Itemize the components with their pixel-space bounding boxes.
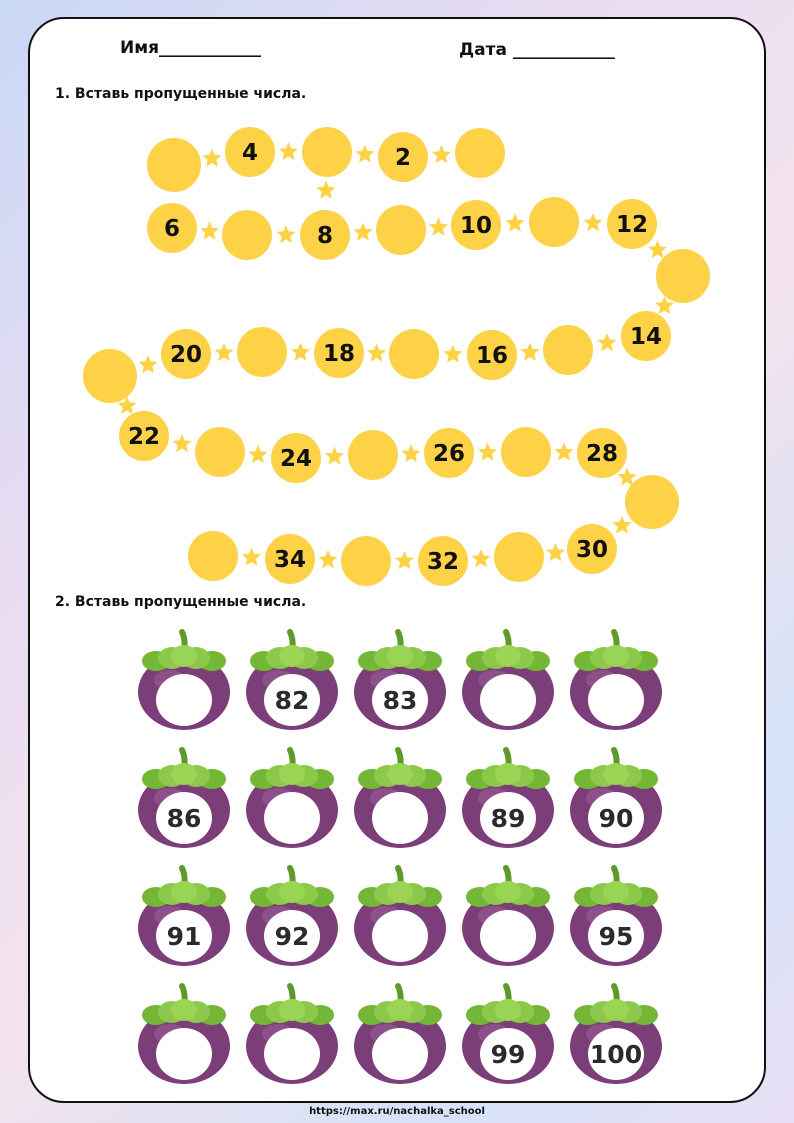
mangosteen-icon xyxy=(136,864,232,968)
mangosteen-icon[interactable] xyxy=(352,864,448,968)
fruit-number[interactable] xyxy=(156,674,212,726)
path-star-icon xyxy=(354,223,373,241)
empty-circle[interactable] xyxy=(195,427,245,477)
empty-circle[interactable] xyxy=(302,127,352,177)
circle-number: 34 xyxy=(273,547,307,573)
empty-circle[interactable] xyxy=(341,536,391,586)
mangosteen-icon xyxy=(352,628,448,732)
path-star-icon xyxy=(200,222,219,240)
circle-number: 2 xyxy=(394,145,412,171)
empty-circle[interactable] xyxy=(455,128,505,178)
footer-url: https://max.ru/nachalka_school xyxy=(309,1106,485,1117)
mangosteen-icon xyxy=(460,746,556,850)
fruit-number: 95 xyxy=(598,921,634,951)
circle-number: 10 xyxy=(459,213,493,239)
path-star-icon xyxy=(279,142,298,160)
path-star-icon xyxy=(555,443,574,461)
empty-circle[interactable] xyxy=(543,325,593,375)
mangosteen-icon[interactable] xyxy=(460,864,556,968)
path-star-icon xyxy=(598,333,617,351)
fruit-number: 100 xyxy=(589,1039,643,1069)
path-star-icon xyxy=(242,548,261,566)
path-star-icon xyxy=(356,145,375,163)
path-star-icon xyxy=(203,149,222,167)
empty-circle[interactable] xyxy=(501,427,551,477)
path-star-icon xyxy=(432,145,451,163)
path-star-icon xyxy=(319,550,338,568)
mangosteen-icon[interactable] xyxy=(568,628,664,732)
empty-circle[interactable] xyxy=(376,205,426,255)
circle-number: 24 xyxy=(279,446,313,472)
mangosteen-icon[interactable] xyxy=(244,982,340,1086)
path-star-icon xyxy=(584,213,603,231)
path-star-icon xyxy=(325,447,344,465)
mangosteen-icon xyxy=(568,982,664,1086)
path-star-icon xyxy=(291,343,310,361)
circle-number: 30 xyxy=(575,537,609,563)
circle-number: 26 xyxy=(432,441,466,467)
path-star-icon xyxy=(402,444,421,462)
path-star-icon xyxy=(546,543,565,561)
circle-number: 20 xyxy=(169,342,203,368)
mangosteen-icon[interactable] xyxy=(352,982,448,1086)
path-star-icon xyxy=(367,344,386,362)
circle-number: 16 xyxy=(475,343,509,369)
path-star-icon xyxy=(478,443,497,461)
empty-circle[interactable] xyxy=(237,327,287,377)
fruit-number[interactable] xyxy=(264,1028,320,1080)
circle-number: 22 xyxy=(127,424,161,450)
path-star-icon xyxy=(317,181,336,199)
mangosteen-icon[interactable] xyxy=(136,982,232,1086)
fruit-number: 86 xyxy=(166,803,202,833)
path-star-icon xyxy=(648,240,667,258)
path-star-icon xyxy=(277,225,296,243)
fruit-number[interactable] xyxy=(480,910,536,962)
circle-number: 4 xyxy=(241,140,259,166)
empty-circle[interactable] xyxy=(529,197,579,247)
path-star-icon xyxy=(613,516,632,534)
path-star-icon xyxy=(395,551,414,569)
path-star-icon xyxy=(521,343,540,361)
fruit-number[interactable] xyxy=(372,910,428,962)
circle-number: 6 xyxy=(163,216,181,242)
empty-circle[interactable] xyxy=(625,475,679,529)
empty-circle[interactable] xyxy=(83,349,137,403)
path-star-icon xyxy=(472,549,491,567)
empty-circle[interactable] xyxy=(147,138,201,192)
path-star-icon xyxy=(444,345,463,363)
mangosteen-icon xyxy=(244,864,340,968)
fruit-number[interactable] xyxy=(372,792,428,844)
fruit-number: 89 xyxy=(490,803,526,833)
mangosteen-icon xyxy=(244,628,340,732)
path-star-icon xyxy=(215,343,234,361)
circle-number: 28 xyxy=(585,441,619,467)
fruit-number[interactable] xyxy=(480,674,536,726)
empty-circle[interactable] xyxy=(222,210,272,260)
mangosteen-icon[interactable] xyxy=(244,746,340,850)
fruit-number: 82 xyxy=(274,685,310,715)
fruit-number: 91 xyxy=(166,921,202,951)
circle-number: 32 xyxy=(426,549,460,575)
date-label: Дата ____________ xyxy=(459,40,615,60)
empty-circle[interactable] xyxy=(656,249,710,303)
fruit-number[interactable] xyxy=(156,1028,212,1080)
path-star-icon xyxy=(506,214,525,232)
empty-circle[interactable] xyxy=(494,532,544,582)
mangosteen-icon xyxy=(136,746,232,850)
path-star-icon xyxy=(429,218,448,236)
empty-circle[interactable] xyxy=(188,531,238,581)
path-star-icon xyxy=(139,355,158,373)
name-label: Имя____________ xyxy=(120,38,262,58)
fruit-number: 92 xyxy=(274,921,310,951)
mangosteen-icon xyxy=(460,982,556,1086)
circle-number: 12 xyxy=(615,212,649,238)
path-star-icon xyxy=(249,445,268,463)
mangosteen-icon xyxy=(568,746,664,850)
mangosteen-icon[interactable] xyxy=(460,628,556,732)
fruit-number: 83 xyxy=(382,685,418,715)
mangosteen-icon xyxy=(568,864,664,968)
empty-circle[interactable] xyxy=(389,329,439,379)
mangosteen-icon[interactable] xyxy=(352,746,448,850)
fruit-number: 90 xyxy=(598,803,634,833)
mangosteen-icon[interactable] xyxy=(136,628,232,732)
circle-number: 14 xyxy=(629,324,663,350)
task2-title: 2. Вставь пропущенные числа. xyxy=(55,594,307,610)
fruit-number: 99 xyxy=(490,1039,526,1069)
fruit-number[interactable] xyxy=(264,792,320,844)
empty-circle[interactable] xyxy=(348,430,398,480)
circle-number: 8 xyxy=(316,223,334,249)
path-star-icon xyxy=(173,434,192,452)
fruit-number[interactable] xyxy=(588,674,644,726)
fruit-number[interactable] xyxy=(372,1028,428,1080)
circle-number: 18 xyxy=(322,341,356,367)
task1-title: 1. Вставь пропущенные числа. xyxy=(55,86,307,102)
